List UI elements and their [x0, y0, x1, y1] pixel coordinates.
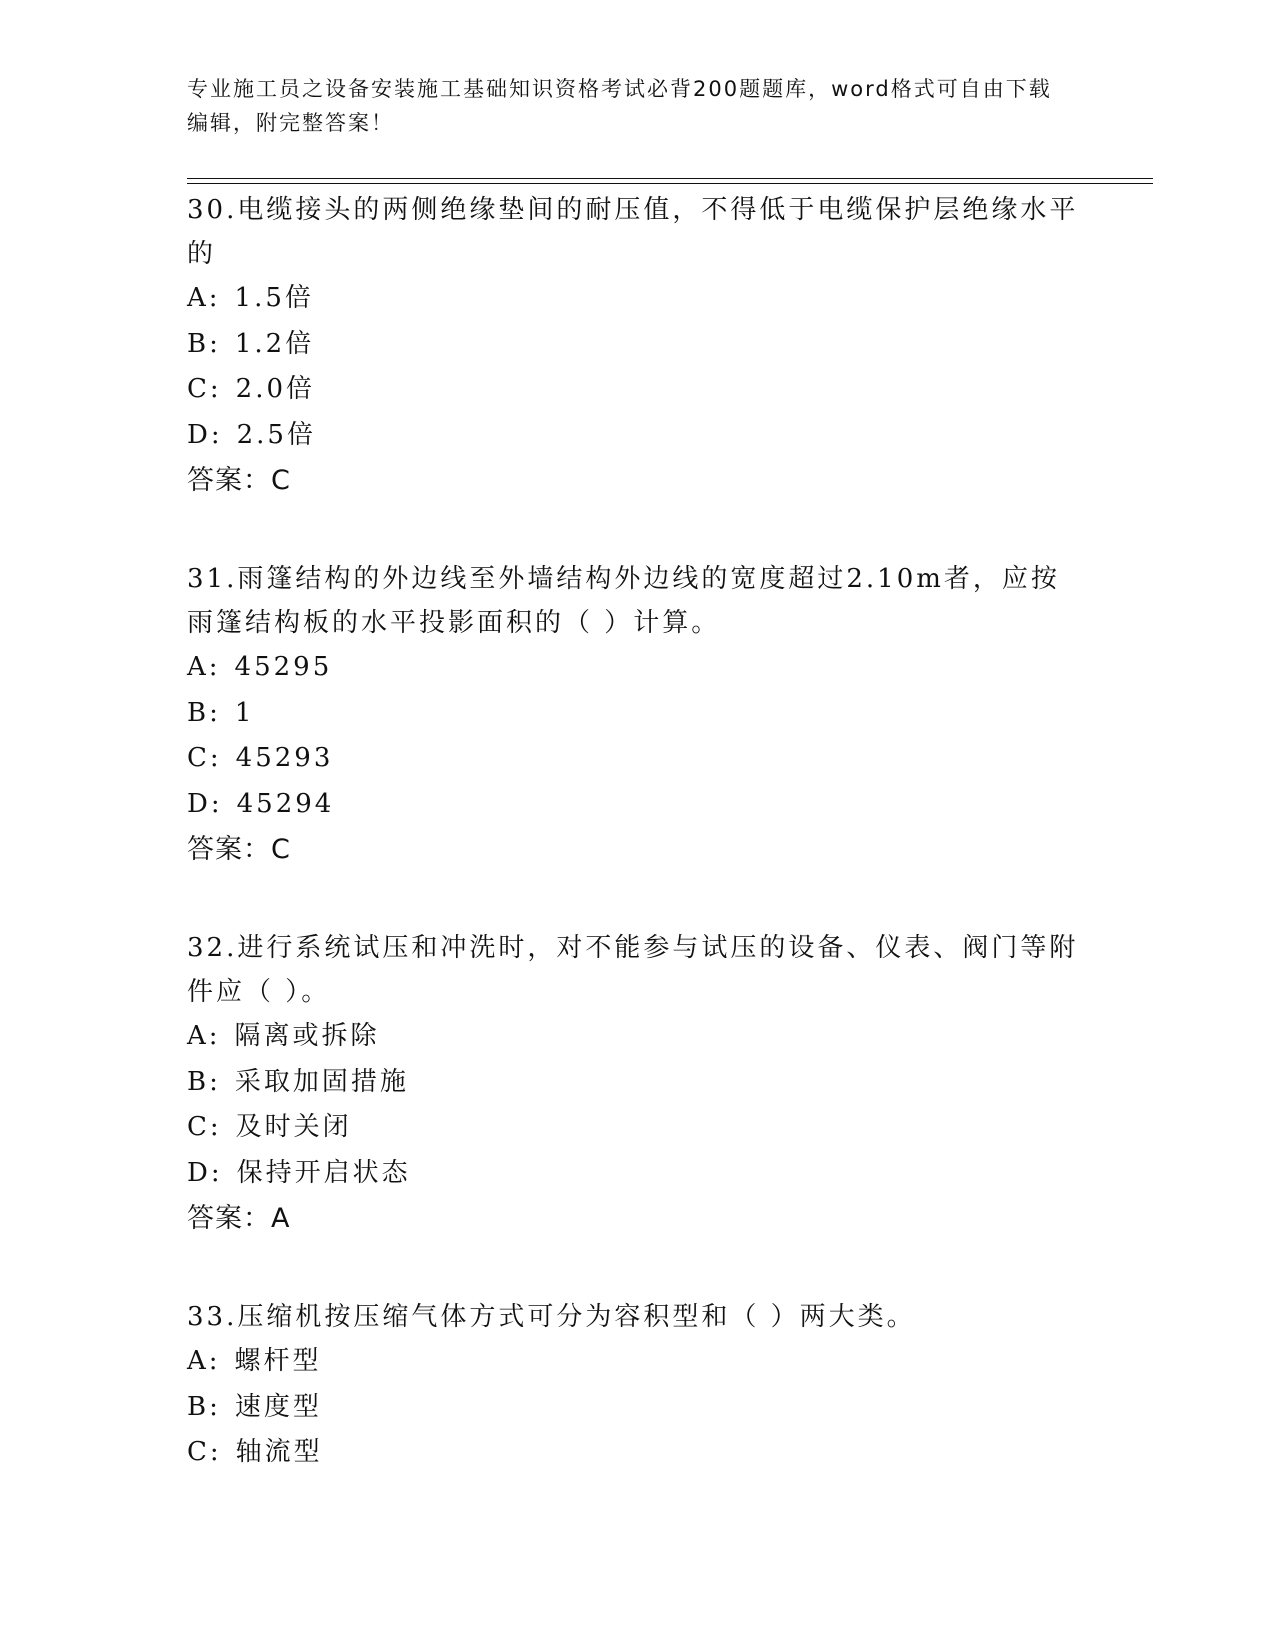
option-b — [187, 1060, 1087, 1106]
option-b — [187, 322, 1087, 368]
option-letter: D: — [187, 1157, 223, 1188]
option-letter: A: — [187, 283, 221, 313]
option-a — [187, 276, 1087, 322]
option-text: 速度型 — [234, 1391, 322, 1422]
option-letter: A: — [187, 652, 221, 682]
option-letter: C: — [187, 374, 222, 404]
option-c — [187, 367, 1087, 413]
option-letter: A: — [187, 1021, 221, 1051]
header-rule-bottom — [187, 183, 1153, 184]
option-text: 采取加固措施 — [234, 1066, 409, 1097]
option-d — [187, 782, 1087, 828]
option-a — [187, 1339, 1087, 1385]
question-text: 32.进行系统试压和冲洗时，对不能参与试压的设备、仪表、阀门等附件应（ ）。 — [187, 933, 1079, 1007]
document-header: 专业施工员之设备安装施工基础知识资格考试必背200题题库，word格式可自由下载编辑，附完整答案！ — [187, 77, 1052, 135]
option-text: 及时关闭 — [235, 1112, 352, 1142]
option-text: 保持开启状态 — [236, 1157, 411, 1188]
option-letter: B: — [187, 697, 221, 728]
option-c — [187, 736, 1087, 782]
option-text: 2.5倍 — [236, 419, 316, 450]
question-list — [187, 188, 1087, 1530]
option-letter: B: — [187, 1066, 221, 1097]
option-letter: A: — [187, 1346, 221, 1376]
question-text: 33.压缩机按压缩气体方式可分为容积型和（ ）两大类。 — [187, 1302, 916, 1332]
option-letter: B: — [187, 1391, 221, 1422]
option-text: 45294 — [236, 788, 335, 819]
option-letter: B: — [187, 328, 221, 359]
option-letter: C: — [187, 743, 222, 773]
option-text: 45295 — [234, 652, 333, 682]
answer-line: 答案：A — [187, 1203, 291, 1234]
option-b — [187, 1385, 1087, 1431]
option-letter: D: — [187, 788, 223, 819]
option-a — [187, 1014, 1087, 1060]
option-c — [187, 1430, 1087, 1476]
option-text: 1.5倍 — [234, 283, 314, 313]
option-text: 轴流型 — [235, 1437, 323, 1467]
option-d — [187, 413, 1087, 459]
option-text: 1.2倍 — [234, 328, 315, 359]
option-text: 隔离或拆除 — [234, 1021, 380, 1051]
option-text: 螺杆型 — [234, 1346, 322, 1376]
question-31 — [187, 557, 1087, 872]
option-text: 2.0倍 — [235, 374, 316, 404]
question-30 — [187, 188, 1087, 503]
option-text: 1 — [234, 697, 255, 728]
question-text: 30.电缆接头的两侧绝缘垫间的耐压值，不得低于电缆保护层绝缘水平的 — [187, 195, 1079, 269]
option-a — [187, 645, 1087, 691]
answer-line: 答案：C — [187, 834, 291, 865]
question-32 — [187, 926, 1087, 1241]
option-d — [187, 1151, 1087, 1197]
header-rule-top — [187, 178, 1153, 179]
question-33 — [187, 1295, 1087, 1476]
option-letter: C: — [187, 1437, 222, 1467]
option-c — [187, 1105, 1087, 1151]
question-text: 31.雨篷结构的外边线至外墙结构外边线的宽度超过2.10m者，应按雨篷结构板的水平投影面积的（ ）计算。 — [187, 564, 1060, 638]
option-letter: C: — [187, 1112, 222, 1142]
option-letter: D: — [187, 419, 223, 450]
answer-line: 答案：C — [187, 465, 291, 496]
option-b — [187, 691, 1087, 737]
option-text: 45293 — [235, 743, 334, 773]
